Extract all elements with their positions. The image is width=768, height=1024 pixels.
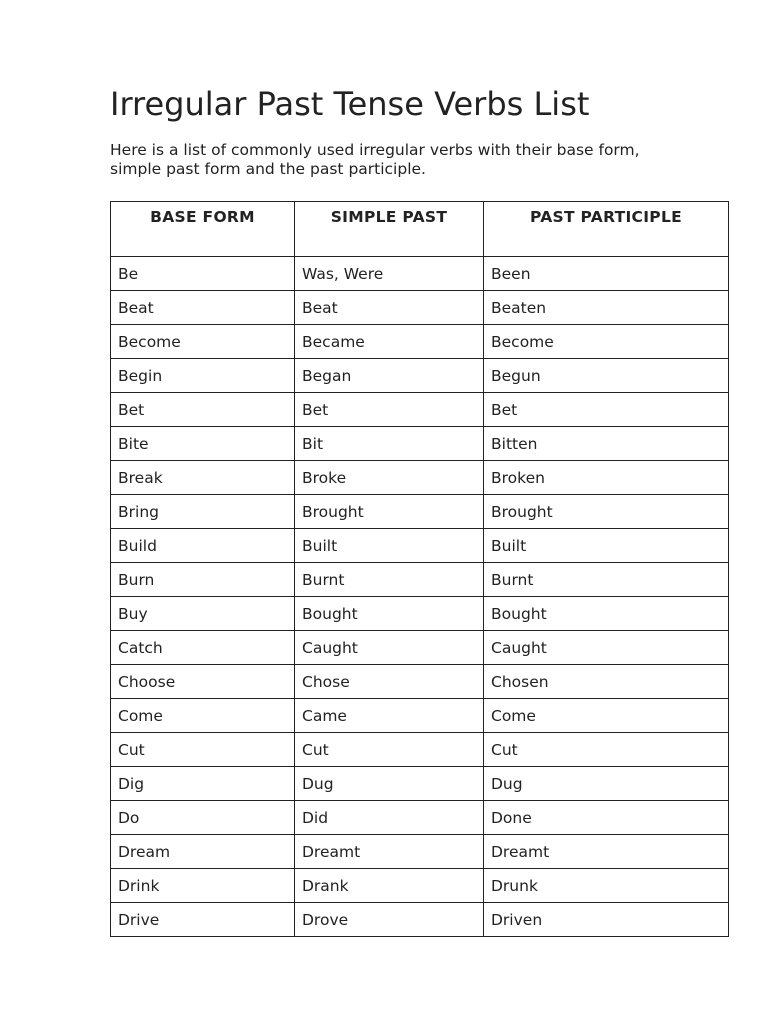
cell-base-form: Become xyxy=(111,325,295,359)
table-body xyxy=(111,257,729,937)
cell-simple-past: Brought xyxy=(295,495,484,529)
cell-base-form: Do xyxy=(111,801,295,835)
cell-past-participle: Cut xyxy=(484,733,729,767)
cell-simple-past: Did xyxy=(295,801,484,835)
cell-simple-past: Was, Were xyxy=(295,257,484,291)
cell-simple-past: Dreamt xyxy=(295,835,484,869)
table-row xyxy=(111,325,729,359)
cell-base-form: Build xyxy=(111,529,295,563)
cell-past-participle: Dreamt xyxy=(484,835,729,869)
cell-past-participle: Broken xyxy=(484,461,729,495)
cell-simple-past: Broke xyxy=(295,461,484,495)
cell-base-form: Break xyxy=(111,461,295,495)
table-row xyxy=(111,359,729,393)
cell-past-participle: Bought xyxy=(484,597,729,631)
table-row xyxy=(111,529,729,563)
cell-past-participle: Begun xyxy=(484,359,729,393)
cell-past-participle: Drunk xyxy=(484,869,729,903)
cell-past-participle: Bitten xyxy=(484,427,729,461)
cell-simple-past: Came xyxy=(295,699,484,733)
table-row xyxy=(111,291,729,325)
table-row xyxy=(111,801,729,835)
table-row xyxy=(111,665,729,699)
table-row xyxy=(111,393,729,427)
cell-base-form: Burn xyxy=(111,563,295,597)
cell-simple-past: Burnt xyxy=(295,563,484,597)
table-row xyxy=(111,767,729,801)
cell-past-participle: Built xyxy=(484,529,729,563)
verb-table xyxy=(110,201,729,937)
cell-simple-past: Drove xyxy=(295,903,484,937)
cell-past-participle: Caught xyxy=(484,631,729,665)
cell-simple-past: Bit xyxy=(295,427,484,461)
cell-past-participle: Burnt xyxy=(484,563,729,597)
cell-past-participle: Bet xyxy=(484,393,729,427)
cell-simple-past: Bet xyxy=(295,393,484,427)
cell-simple-past: Built xyxy=(295,529,484,563)
intro-paragraph: Here is a list of commonly used irregular verbs with their base form, simple past form and the past participle. xyxy=(110,141,640,178)
cell-past-participle: Become xyxy=(484,325,729,359)
table-row xyxy=(111,631,729,665)
table-row xyxy=(111,733,729,767)
cell-base-form: Catch xyxy=(111,631,295,665)
cell-past-participle: Driven xyxy=(484,903,729,937)
header-base-form: BASE FORM xyxy=(111,202,295,257)
table-row xyxy=(111,563,729,597)
table-header-row xyxy=(111,202,729,257)
table-row xyxy=(111,869,729,903)
cell-base-form: Dig xyxy=(111,767,295,801)
cell-base-form: Cut xyxy=(111,733,295,767)
table-row xyxy=(111,835,729,869)
cell-simple-past: Bought xyxy=(295,597,484,631)
header-simple-past: SIMPLE PAST xyxy=(295,202,484,257)
cell-base-form: Bring xyxy=(111,495,295,529)
cell-base-form: Buy xyxy=(111,597,295,631)
cell-base-form: Dream xyxy=(111,835,295,869)
cell-simple-past: Drank xyxy=(295,869,484,903)
cell-past-participle: Been xyxy=(484,257,729,291)
page-title: Irregular Past Tense Verbs List xyxy=(110,85,590,123)
table-row xyxy=(111,699,729,733)
cell-past-participle: Dug xyxy=(484,767,729,801)
cell-base-form: Be xyxy=(111,257,295,291)
cell-base-form: Begin xyxy=(111,359,295,393)
cell-past-participle: Brought xyxy=(484,495,729,529)
cell-base-form: Bet xyxy=(111,393,295,427)
cell-base-form: Bite xyxy=(111,427,295,461)
cell-simple-past: Cut xyxy=(295,733,484,767)
cell-past-participle: Chosen xyxy=(484,665,729,699)
header-past-participle: PAST PARTICIPLE xyxy=(484,202,729,257)
cell-past-participle: Come xyxy=(484,699,729,733)
cell-past-participle: Done xyxy=(484,801,729,835)
cell-base-form: Beat xyxy=(111,291,295,325)
cell-simple-past: Beat xyxy=(295,291,484,325)
table-row xyxy=(111,903,729,937)
cell-simple-past: Dug xyxy=(295,767,484,801)
cell-base-form: Drive xyxy=(111,903,295,937)
table-row xyxy=(111,461,729,495)
table-row xyxy=(111,257,729,291)
cell-past-participle: Beaten xyxy=(484,291,729,325)
cell-base-form: Come xyxy=(111,699,295,733)
cell-simple-past: Began xyxy=(295,359,484,393)
cell-simple-past: Caught xyxy=(295,631,484,665)
cell-simple-past: Became xyxy=(295,325,484,359)
table-row xyxy=(111,597,729,631)
table-row xyxy=(111,427,729,461)
cell-base-form: Choose xyxy=(111,665,295,699)
cell-base-form: Drink xyxy=(111,869,295,903)
table-row xyxy=(111,495,729,529)
cell-simple-past: Chose xyxy=(295,665,484,699)
